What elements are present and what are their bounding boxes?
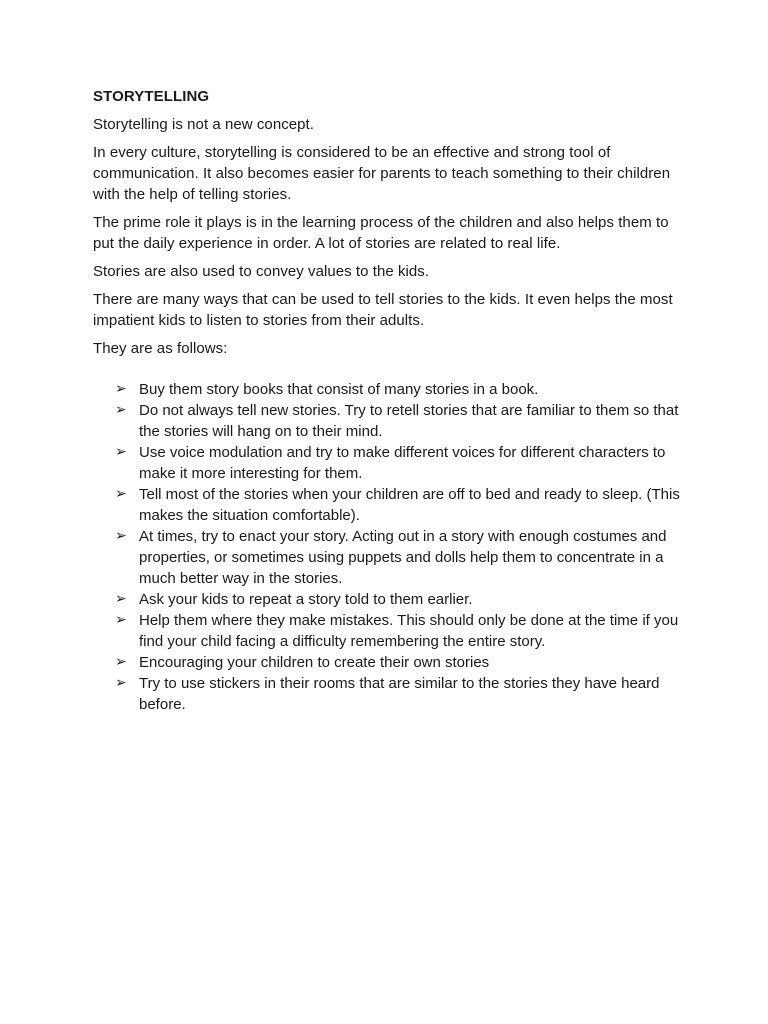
arrow-bullet-icon: ➢ (115, 402, 127, 418)
paragraph: In every culture, storytelling is considered to be an effective and strong tool of communication. It also becomes easier for parents to teach something to their children with the help of telling stories. (93, 144, 671, 203)
arrow-bullet-icon: ➢ (115, 381, 127, 397)
arrow-bullet-icon: ➢ (115, 612, 127, 628)
list-item (93, 652, 683, 673)
list-item-text: Help them where they make mistakes. This should only be done at the time if you find your child facing a difficulty remembering the entire story. (139, 612, 679, 650)
list-item-text: Try to use stickers in their rooms that are similar to the stories they have heard before. (139, 675, 660, 713)
list-item-text: Buy them story books that consist of many stories in a book. (139, 381, 539, 398)
list-item-text: Tell most of the stories when your children are off to bed and ready to sleep. (This makes the situation comfortable). (139, 486, 680, 524)
list-item-text: At times, try to enact your story. Acting out in a story with enough costumes and properties, or sometimes using puppets and dolls help them to concentrate in a much better way in the stories. (139, 528, 667, 587)
arrow-bullet-icon: ➢ (115, 654, 127, 670)
list-item (93, 379, 683, 400)
document-page (93, 86, 683, 715)
paragraph: The prime role it plays is in the learning process of the children and also helps them to put the daily experience in order. A lot of stories are related to real life. (93, 214, 669, 252)
list-item-text: Encouraging your children to create their own stories (139, 654, 490, 671)
arrow-bullet-icon: ➢ (115, 675, 127, 691)
paragraph: Storytelling is not a new concept. (93, 116, 314, 133)
list-item (93, 610, 683, 652)
arrow-bullet-icon: ➢ (115, 444, 127, 460)
arrow-bullet-icon: ➢ (115, 486, 127, 502)
list-item (93, 442, 683, 484)
list-item (93, 673, 683, 715)
arrow-bullet-icon: ➢ (115, 528, 127, 544)
list-item (93, 400, 683, 442)
list-item-text: Ask your kids to repeat a story told to them earlier. (139, 591, 473, 608)
list-item (93, 484, 683, 526)
list-item (93, 526, 683, 589)
list-item-text: Do not always tell new stories. Try to retell stories that are familiar to them so that the stories will hang on to their mind. (139, 402, 679, 440)
paragraph: They are as follows: (93, 340, 228, 357)
list-item (93, 589, 683, 610)
tips-list (93, 379, 683, 715)
paragraph: There are many ways that can be used to tell stories to the kids. It even helps the most impatient kids to listen to stories from their adults. (93, 291, 673, 329)
list-item-text: Use voice modulation and try to make different voices for different characters to make it more interesting for them. (139, 444, 666, 482)
document-title: STORYTELLING (93, 88, 210, 105)
paragraph: Stories are also used to convey values to the kids. (93, 263, 430, 280)
arrow-bullet-icon: ➢ (115, 591, 127, 607)
